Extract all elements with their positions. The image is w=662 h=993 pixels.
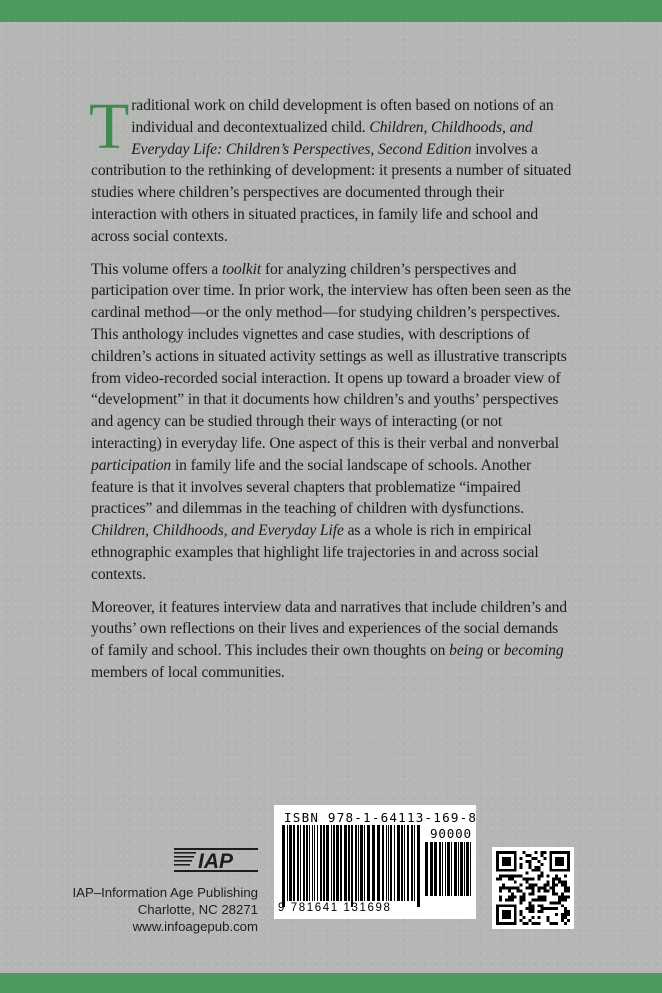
book-title-italic: Children, Childhoods, and Everyday Life bbox=[91, 522, 344, 540]
ean-barcode-icon bbox=[282, 825, 420, 907]
book-title-italic: Children, Childhoods, and Everyday Life: Children’s Perspectives, Second Edition bbox=[131, 118, 533, 158]
price-code: 90000 bbox=[430, 826, 472, 841]
bottom-color-band bbox=[0, 973, 662, 993]
qr-code-icon bbox=[496, 851, 570, 925]
iap-logo-icon bbox=[174, 848, 258, 872]
publisher-name: IAP–Information Age Publishing bbox=[72, 885, 258, 900]
price-addon-barcode-icon bbox=[425, 842, 471, 902]
drop-cap-letter: T bbox=[89, 90, 130, 163]
isbn-label: ISBN 978-1-64113-169-8 bbox=[284, 810, 478, 825]
iap-logo-text: IAP bbox=[198, 850, 234, 872]
publisher-city: Charlotte, NC 28271 bbox=[137, 902, 258, 917]
blurb-paragraph-2: This volume offers a toolkit for analyzing children’s perspectives and participation over time. In prior work, the interview has often been seen as the cardinal method—or the only method—for studying children’s perspectives. This anthology includes vignettes and case studies, with descriptions of children’s actions in situated activity settings as well as illustrative transcripts from video-recorded social interaction. It opens up toward a broader view of “development” in that it documents how children’s and youths’ perspectives and agency can be studied through their ways of interacting (or not interacting) in everyday life. One aspect of this is their verbal and nonverbal participation in family life and the social landscape of schools. Another feature is that it involves several chapters that problematize “impaired practices” and dilemmas in the teaching of children with dysfunctions. Children, Childhoods, and Everyday Life as a whole is rich in empirical ethnographic examples that highlight life trajectories in and across social contexts. bbox=[91, 260, 572, 583]
back-cover-blurb bbox=[89, 90, 573, 695]
qr-code-box bbox=[492, 847, 574, 929]
ean-digits: 9 781641 131698 bbox=[278, 902, 392, 914]
top-color-band bbox=[0, 0, 662, 22]
blurb-paragraph-3: Moreover, it features interview data and narratives that include children’s and youths’ own reflections on their lives and experiences of the social demands of family and school. This includes their own thoughts on being or becoming members of local communities. bbox=[91, 598, 567, 681]
blurb-paragraph-1: Traditional work on child development is often based on notions of an individual and decontextualized child. Children, Childhoods, and Everyday Life: Children’s Perspectives, Second Edition involves a contribution to the rethinking of development: it presents a number of situated studies where children’s perspectives are documented through their interaction with others in situated practices, in family life and school and across social contexts. bbox=[89, 90, 572, 245]
isbn-barcode-box bbox=[274, 805, 476, 919]
publisher-url[interactable]: www.infoagepub.com bbox=[132, 919, 258, 934]
